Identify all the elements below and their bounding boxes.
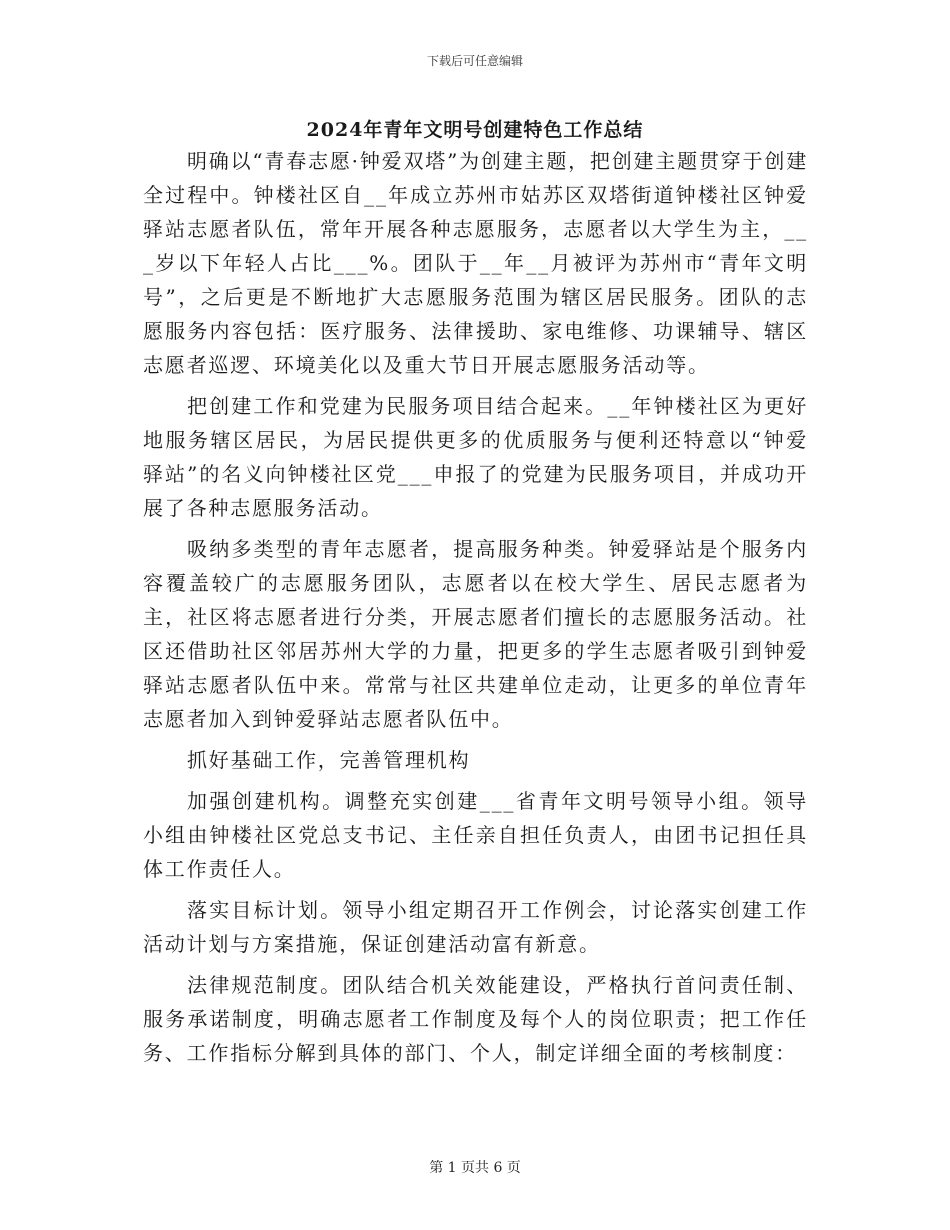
page-header: 下载后可任意编辑 bbox=[426, 54, 523, 68]
paragraph-plan: 落实目标计划。领导小组定期召开工作例会，讨论落实创建工作活动计划与方案措施，保证创建活动富有新意。 bbox=[143, 898, 808, 956]
section-heading-basics: 抓好基础工作，完善管理机构 bbox=[187, 748, 471, 772]
paragraph-volunteers: 吸纳多类型的青年志愿者，提高服务种类。钟爱驿站是个服务内容覆盖较广的志愿服务团队，志愿者以在校大学生、居民志愿者为主，社区将志愿者进行分类，开展志愿者们擅长的志愿服务活动。社区还借助社区邻居苏州大学的力量，把更多的学生志愿者吸引到钟爱驿站志愿者队伍中来。常常与社区共建单位走动，让更多的单位青年志愿者加入到钟爱驿站志愿者队伍中。 bbox=[143, 537, 808, 731]
paragraph-organization: 加强创建机构。调整充实创建___省青年文明号领导小组。领导小组由钟楼社区党总支书记、主任亲自担任负责人，由团书记担任具体工作责任人。 bbox=[143, 789, 808, 881]
paragraph-theme: 明确以“青春志愿·钟爱双塔”为创建主题，把创建主题贯穿于创建全过程中。钟楼社区自__年成立苏州市姑苏区双塔街道钟楼社区钟爱驿站志愿者队伍，常年开展各种志愿服务，志愿者以大学生为主，___岁以下年轻人占比___%。团队于__年__月被评为苏州市“青年文明号”，之后更是不断地扩大志愿服务范围为辖区居民服务。团队的志愿服务内容包括：医疗服务、法律援助、家电维修、功课辅导、辖区志愿者巡逻、环境美化以及重大节日开展志愿服务活动等。 bbox=[143, 149, 808, 377]
paragraph-rules: 法律规范制度。团队结合机关效能建设，严格执行首问责任制、服务承诺制度，明确志愿者工作制度及每个人的岗位职责；把工作任务、工作指标分解到具体的部门、个人，制定详细全面的考核制度： bbox=[143, 973, 808, 1065]
paragraph-party-building: 把创建工作和党建为民服务项目结合起来。__年钟楼社区为更好地服务辖区居民，为居民提供更多的优质服务与便利还特意以“钟爱驿站”的名义向钟楼社区党___申报了的党建为民服务项目，并成功开展了各种志愿服务活动。 bbox=[143, 394, 808, 520]
document-title: 2024年青年文明号创建特色工作总结 bbox=[306, 119, 644, 141]
document-body bbox=[143, 144, 808, 1070]
page-number-footer: 第 1 页共 6 页 bbox=[429, 1160, 521, 1176]
